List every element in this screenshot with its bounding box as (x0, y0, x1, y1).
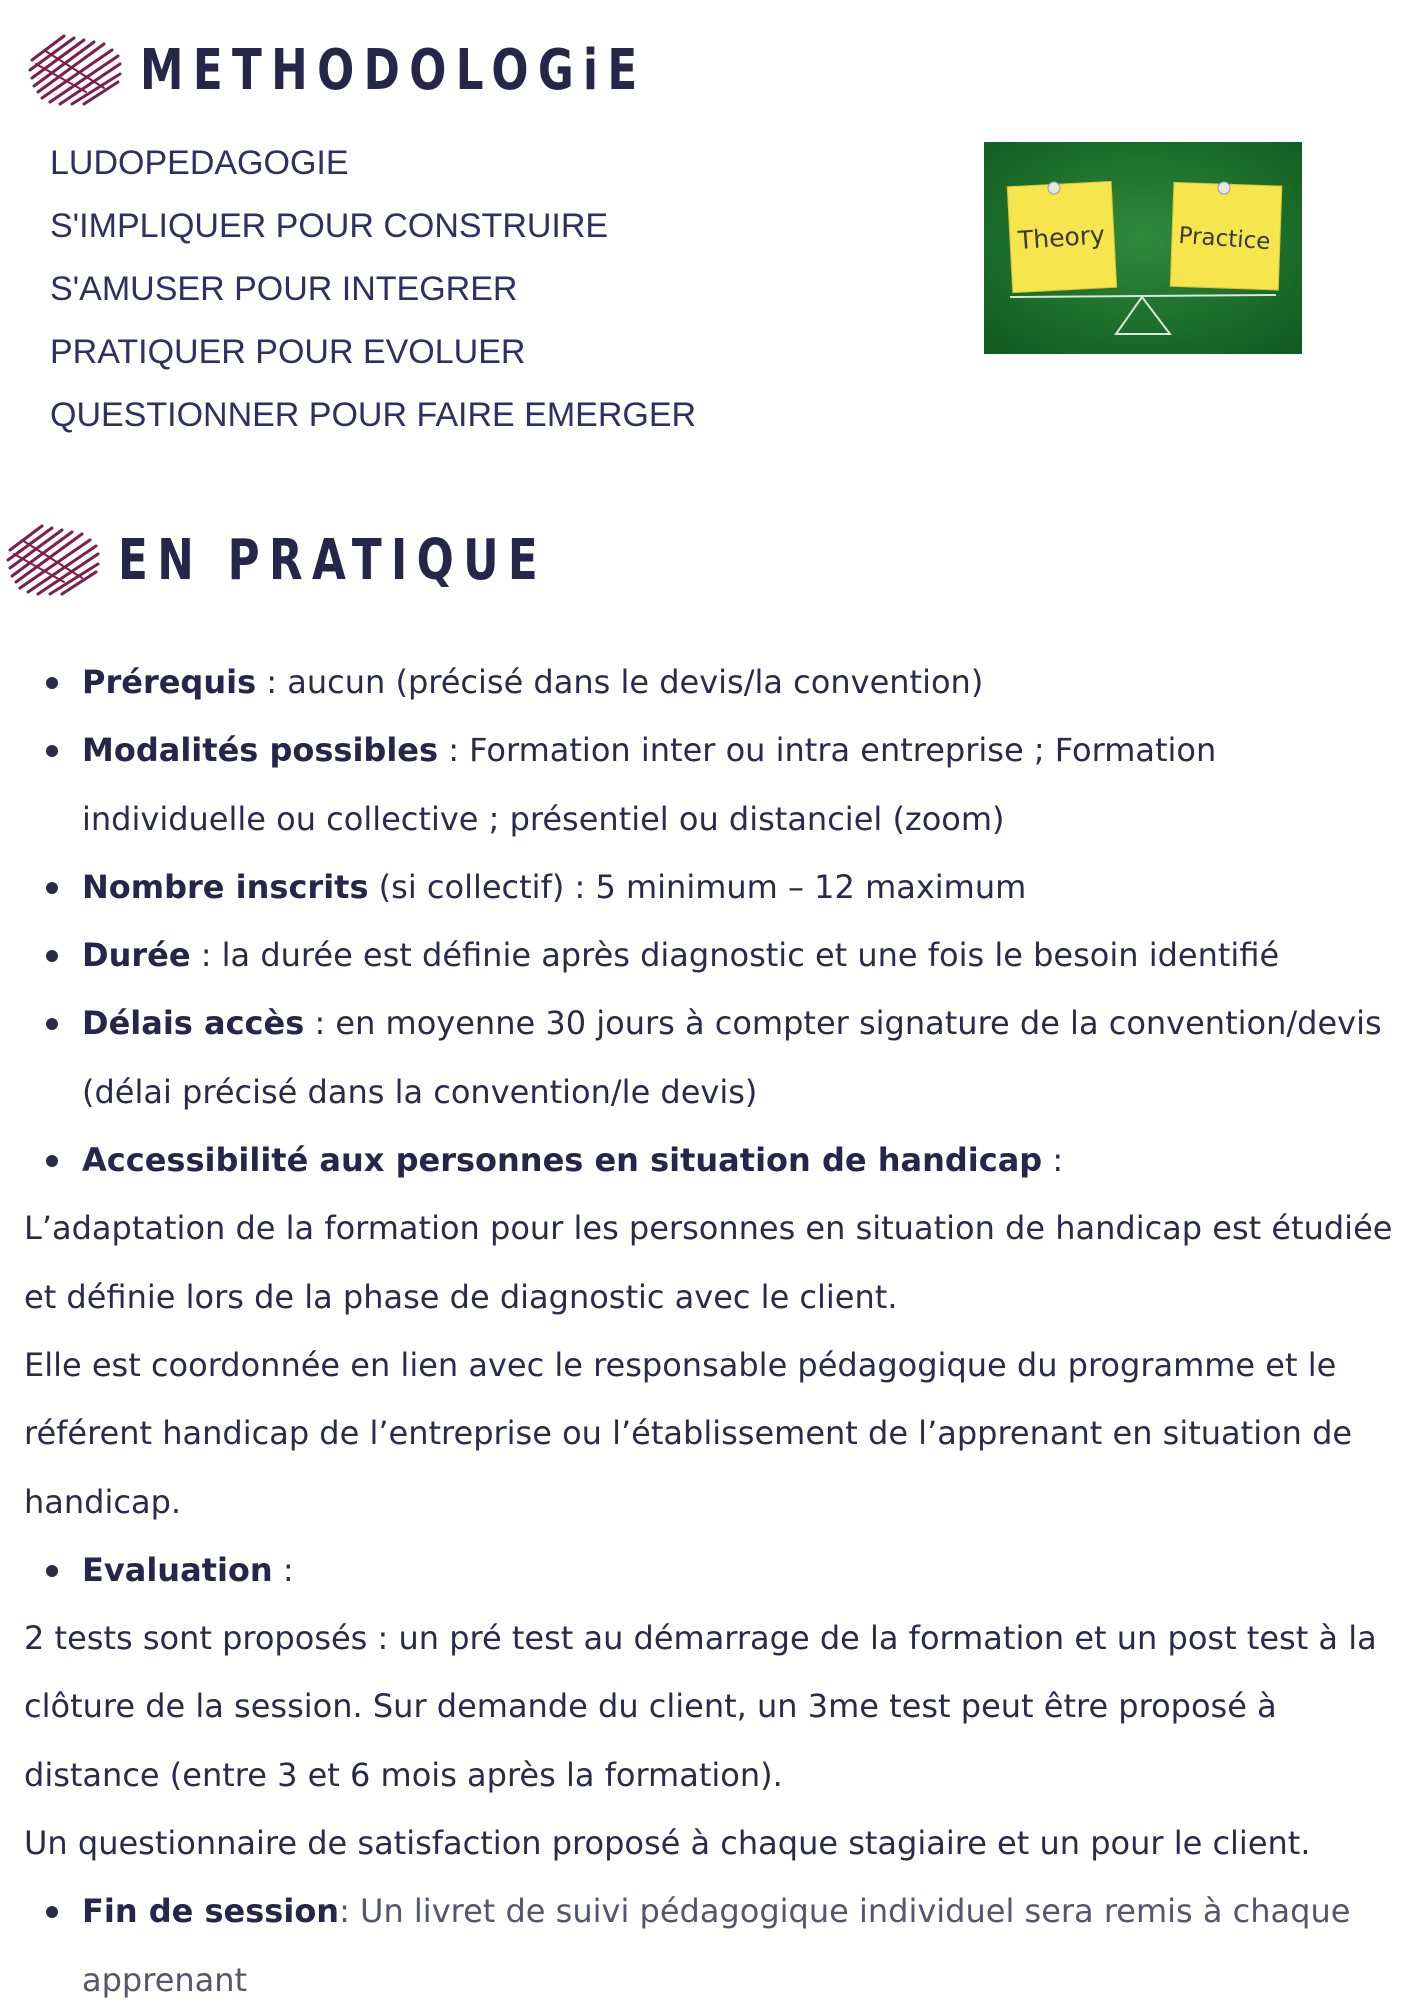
list-item (24, 921, 1394, 989)
bullet-icon (46, 677, 58, 689)
pratique-content (24, 648, 1394, 2014)
theory-note: Theory (1017, 220, 1106, 256)
methodologie-list (50, 132, 696, 447)
list-item (24, 716, 1394, 853)
methodologie-title: METHODOLOGiE (140, 37, 647, 103)
list-item (24, 1126, 1394, 1194)
bullet-icon (46, 745, 58, 757)
accessibilite-label: Accessibilité aux personnes en situation de handicap (82, 1141, 1043, 1180)
duree-text: : la durée est définie après diagnostic et une fois le besoin identifié (190, 936, 1280, 975)
fin-text: : Un livret de suivi pédagogique individuel sera remis à chaque apprenant (82, 1892, 1351, 1999)
fin-label: Fin de session (82, 1892, 340, 1931)
modalites-label: Modalités possibles (82, 731, 439, 770)
bullet-icon (46, 1155, 58, 1167)
evaluation-suffix: : (272, 1550, 294, 1589)
practice-note: Practice (1177, 222, 1272, 256)
nombre-text: (si collectif) : 5 minimum – 12 maximum (368, 867, 1027, 906)
modalites-text: : Formation inter ou intra entreprise ; Formation individuelle ou collective ; présentiel ou distanciel (zoom) (82, 731, 1217, 838)
scribble-icon (2, 520, 102, 600)
evaluation-paragraph-2: Un questionnaire de satisfaction proposé à chaque stagiaire et un pour le client. (24, 1824, 1311, 1863)
bullet-icon (46, 882, 58, 894)
bullet-icon (46, 1565, 58, 1577)
list-item: S'IMPLIQUER POUR CONSTRUIRE (50, 207, 609, 245)
accessibilite-suffix: : (1042, 1141, 1064, 1180)
duree-label: Durée (82, 936, 191, 975)
list-item (24, 1877, 1394, 2014)
evaluation-label: Evaluation (82, 1550, 273, 1589)
accessibilite-paragraph-1: L’adaptation de la formation pour les personnes en situation de handicap est étudiée et définie lors de la phase de diagnostic avec le client. (24, 1209, 1393, 1316)
list-item: PRATIQUER POUR EVOLUER (50, 333, 526, 371)
delais-label: Délais accès (82, 1004, 305, 1043)
en-pratique-title: EN PRATIQUE (118, 527, 548, 593)
bullet-icon (46, 1906, 58, 1918)
theory-practice-image (984, 142, 1302, 354)
bullet-icon (46, 950, 58, 962)
list-item (24, 853, 1394, 921)
prerequis-label: Prérequis (82, 663, 257, 701)
list-item: S'AMUSER POUR INTEGRER (50, 270, 518, 308)
list-item: LUDOPEDAGOGIE (50, 144, 349, 182)
list-item (24, 989, 1394, 1126)
list-item (24, 648, 1394, 716)
accessibilite-paragraph-2: Elle est coordonnée en lien avec le responsable pédagogique du programme et le référent handicap de l’entreprise ou l’établissement de l’apprenant en situation de handicap. (24, 1345, 1353, 1521)
list-item: QUESTIONNER POUR FAIRE EMERGER (50, 396, 697, 434)
evaluation-paragraph-1: 2 tests sont proposés : un pré test au démarrage de la formation et un post test à la clôture de la session. Sur demande du client, un 3me test peut être proposé à distance (entre 3 et 6 mois après la formation). (24, 1619, 1377, 1794)
nombre-label: Nombre inscrits (82, 867, 369, 906)
list-item (24, 1536, 1394, 1604)
prerequis-text: : aucun (précisé dans le devis/la convention) (256, 663, 984, 701)
delais-text: : en moyenne 30 jours à compter signature de la convention/devis (délai précisé dans la convention/le devis) (82, 1004, 1382, 1111)
bullet-icon (46, 1018, 58, 1030)
methodologie-heading (24, 30, 789, 110)
en-pratique-heading (2, 520, 668, 600)
scribble-icon (24, 30, 124, 110)
